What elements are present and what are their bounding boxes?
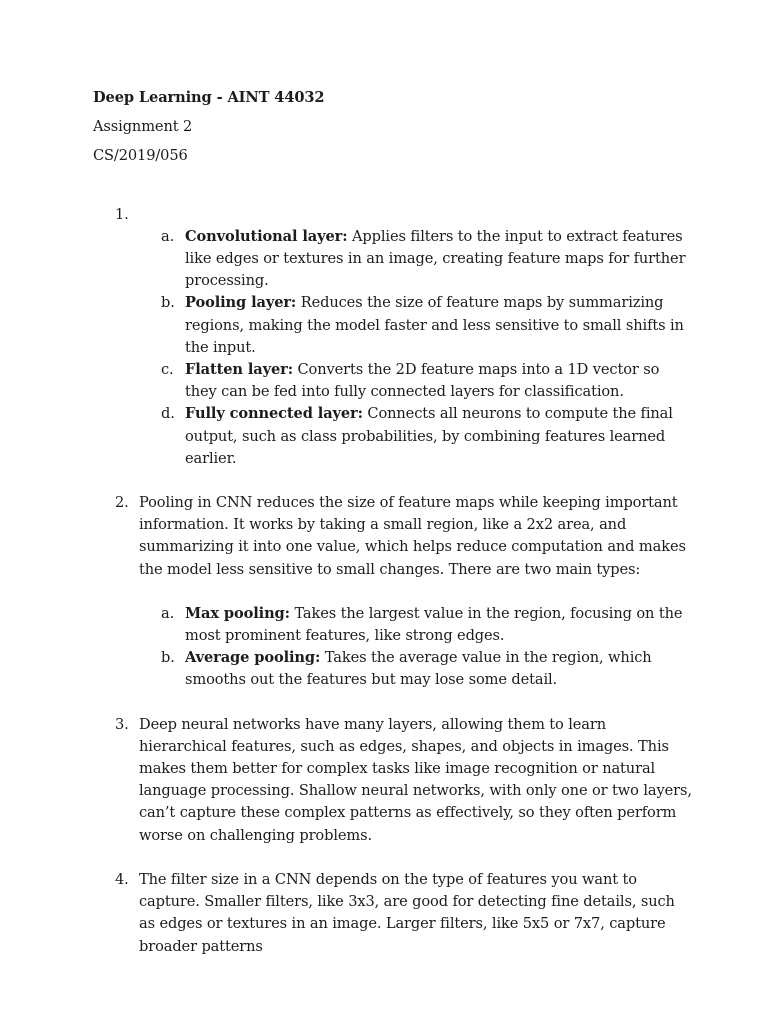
list-item xyxy=(93,292,693,359)
question-text: Pooling in CNN reduces the size of feature maps while keeping important information. It works by taking a small region, like a 2x2 area, and summarizing it into one value, which helps reduce computation and makes the model less sensitive to small changes. There are two main types: xyxy=(139,494,686,578)
question-number: 3. xyxy=(115,715,129,733)
item-label: Max pooling: xyxy=(185,604,290,622)
item-letter: b. xyxy=(161,649,175,667)
item-label: Convolutional layer: xyxy=(185,227,348,245)
spacer xyxy=(93,168,693,204)
student-id: CS/2019/056 xyxy=(93,147,188,165)
question-text: The filter size in a CNN depends on the type of features you want to capture. Smaller filters, like 3x3, are good for detecting fine details, such as edges or textures in an image. Larger filters, like 5x5 or 7x7, capture broader patterns xyxy=(139,870,675,955)
item-text: Connects all neurons to compute the final output, such as class probabilities, by combining features learned earlier. xyxy=(185,405,673,467)
list-item xyxy=(93,403,693,470)
question-4 xyxy=(93,869,693,958)
item-letter: a. xyxy=(161,604,175,622)
spacer xyxy=(93,581,693,603)
item-text: Converts the 2D feature maps into a 1D vector so they can be fed into fully connected layers for classification. xyxy=(185,361,660,401)
question-text: Deep neural networks have many layers, allowing them to learn hierarchical features, such as edges, shapes, and objects in images. This makes them better for complex tasks like image recognition or natural language processing. Shallow neural networks, with only one or two layers, can’t capture these complex patterns as effectively, so they often perform worse on challenging problems. xyxy=(139,715,692,844)
question-2 xyxy=(93,492,693,581)
item-letter: b. xyxy=(161,294,175,312)
question-number: 2. xyxy=(115,494,129,512)
item-text: Takes the average value in the region, which smooths out the features but may lose some detail. xyxy=(185,649,652,689)
question-number: 4. xyxy=(115,870,129,888)
list-item xyxy=(93,226,693,293)
list-item xyxy=(93,647,693,691)
item-label: Pooling layer: xyxy=(185,294,297,312)
question-1 xyxy=(93,204,693,226)
item-text: Applies filters to the input to extract features like edges or textures in an image, creating feature maps for further processing. xyxy=(185,227,686,290)
spacer xyxy=(93,847,693,869)
list-item xyxy=(93,603,693,647)
document-body xyxy=(93,87,693,958)
spacer xyxy=(93,692,693,714)
item-text: Reduces the size of feature maps by summarizing regions, making the model faster and less sensitive to small shifts in the input. xyxy=(185,294,684,356)
course-title: Deep Learning - AINT 44032 xyxy=(93,89,325,106)
item-letter: a. xyxy=(161,227,175,245)
item-label: Average pooling: xyxy=(185,649,321,667)
assignment-label: Assignment 2 xyxy=(93,118,193,136)
question-3 xyxy=(93,714,693,847)
item-text: Takes the largest value in the region, focusing on the most prominent features, like strong edges. xyxy=(185,604,683,645)
list-item xyxy=(93,359,693,403)
item-label: Flatten layer: xyxy=(185,361,293,379)
item-label: Fully connected layer: xyxy=(185,405,363,423)
item-letter: c. xyxy=(161,361,174,379)
item-letter: d. xyxy=(161,405,175,423)
spacer xyxy=(93,470,693,492)
question-number: 1. xyxy=(115,205,129,223)
